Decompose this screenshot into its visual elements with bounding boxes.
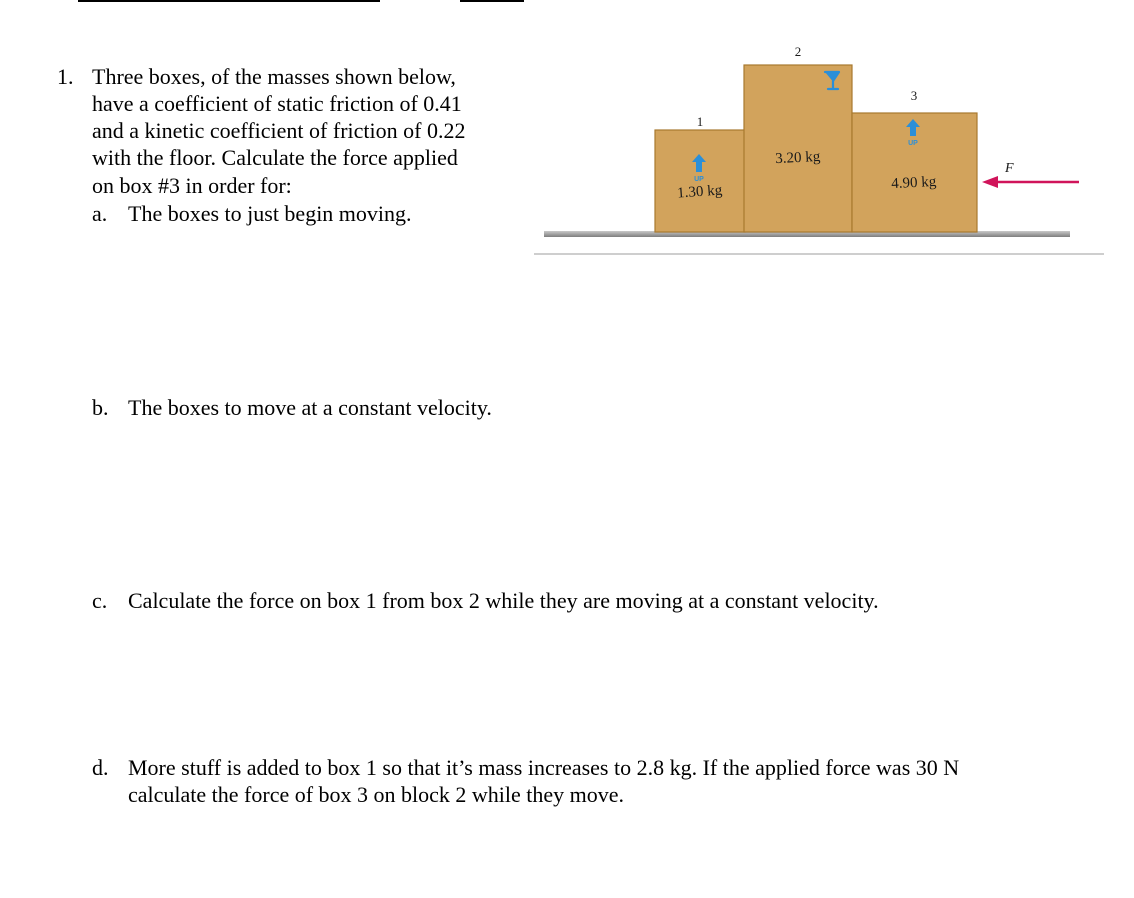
part-d-text-line: calculate the force of box 3 on block 2 while they move. — [128, 782, 625, 807]
part-b-text: The boxes to move at a constant velocity. — [128, 395, 492, 420]
up-arrow-icon-label: UP — [694, 176, 704, 183]
box-2-number: 2 — [794, 44, 802, 59]
problem-intro-line: with the floor. Calculate the force applied — [92, 145, 458, 170]
top-rule-left — [78, 0, 380, 2]
part-a-letter: a. — [92, 201, 108, 226]
part-d-text-line: More stuff is added to box 1 so that it’s mass increases to 2.8 kg. If the applied force was 30 N — [128, 755, 960, 780]
box-2-mass: 3.20 kg — [774, 148, 821, 168]
up-arrow-icon-label: UP — [908, 140, 918, 147]
part-a-text: The boxes to just begin moving. — [128, 201, 412, 226]
force-arrow — [982, 176, 1079, 188]
problem-number: 1. — [57, 64, 74, 89]
part-b-letter: b. — [92, 395, 109, 420]
problem-intro-line: on box #3 in order for: — [92, 173, 292, 198]
top-rule-right — [460, 0, 524, 2]
box-1-number: 1 — [696, 114, 704, 129]
box-3-number: 3 — [910, 88, 918, 103]
boxes-figure — [534, 36, 1104, 258]
part-c-letter: c. — [92, 588, 108, 613]
problem-intro-line: Three boxes, of the masses shown below, — [92, 64, 456, 89]
problem-intro-line: and a kinetic coefficient of friction of 0.22 — [92, 118, 466, 143]
box-3-mass: 4.90 kg — [890, 173, 937, 193]
part-d-letter: d. — [92, 755, 109, 780]
box-1-mass: 1.30 kg — [676, 182, 723, 202]
force-label: F — [1005, 161, 1014, 176]
part-c-text: Calculate the force on box 1 from box 2 while they are moving at a constant velocity. — [128, 588, 879, 613]
problem-intro-line: have a coefficient of static friction of 0.41 — [92, 91, 462, 116]
